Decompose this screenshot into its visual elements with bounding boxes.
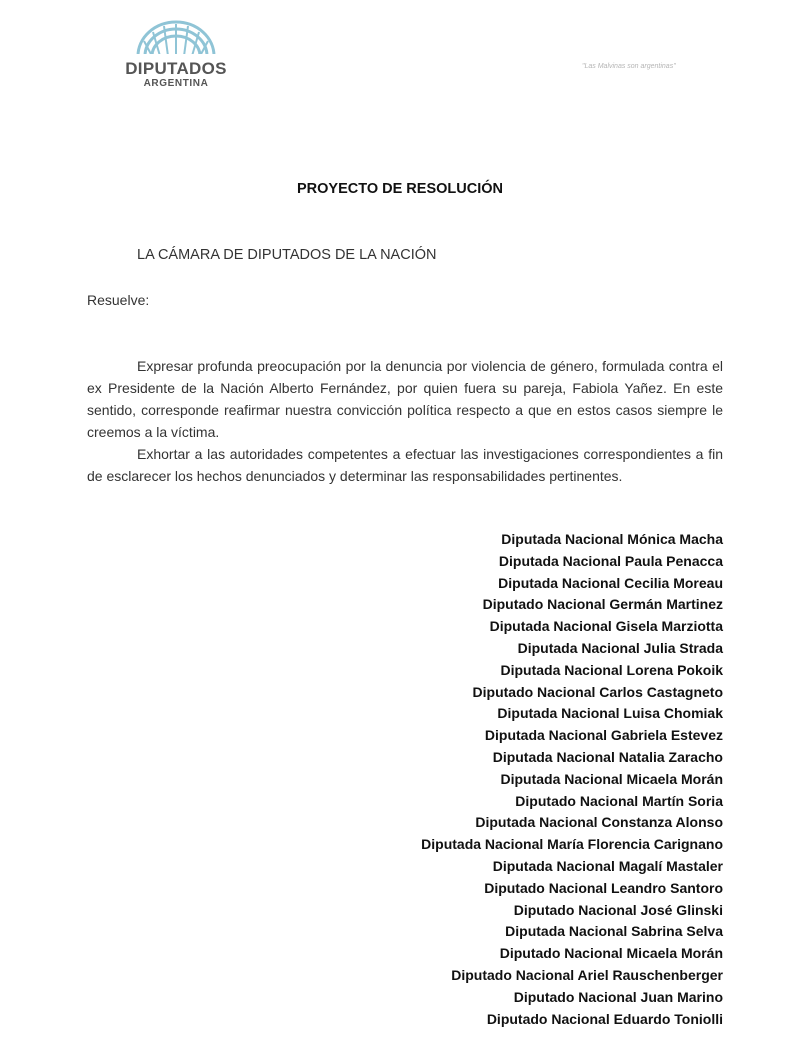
signer-name: Diputada Nacional María Florencia Carignano: [421, 836, 723, 853]
signer-name: Diputada Nacional Sabrina Selva: [505, 923, 723, 940]
congress-dome-icon: [134, 18, 218, 58]
signer-name: Diputada Nacional Luisa Chomiak: [497, 705, 723, 722]
logo-subtitle: ARGENTINA: [143, 78, 209, 89]
signer-name: Diputado Nacional José Glinski: [513, 901, 723, 918]
signer-name: Diputado Nacional Martín Soria: [515, 792, 723, 809]
resolution-paragraph: Exhortar a las autoridades competentes a efectuar las investigaciones correspondientes a fin de esclarecer los hechos denunciados y determinar las responsabilidades pertinentes.: [87, 446, 723, 484]
signer-name: Diputado Nacional Leandro Santoro: [484, 879, 723, 896]
signer-name: Diputada Nacional Gisela Marziotta: [489, 618, 723, 635]
signer-name: Diputada Nacional Julia Strada: [517, 639, 723, 656]
signer-name: Diputado Nacional Carlos Castagneto: [472, 683, 723, 700]
signer-name: Diputado Nacional Ariel Rauschenberger: [451, 966, 723, 983]
logo-title: DIPUTADOS: [125, 59, 227, 78]
signer-name: Diputada Nacional Magalí Mastaler: [492, 857, 723, 874]
signer-name: Diputado Nacional Germán Martinez: [482, 596, 723, 613]
signer-name: Diputada Nacional Cecilia Moreau: [498, 574, 723, 591]
document-title: PROYECTO DE RESOLUCIÓN: [297, 181, 503, 197]
resolves-label: Resuelve:: [87, 292, 150, 308]
signer-name: Diputada Nacional Lorena Pokoik: [500, 661, 723, 678]
signer-name: Diputada Nacional Micaela Morán: [500, 770, 723, 787]
resolution-body: [87, 355, 723, 487]
resolution-paragraph: Expresar profunda preocupación por la denuncia por violencia de género, formulada contra el ex Presidente de la Nación Alberto Fernández, por quien fuera su pareja, Fabiola Yañez. En este sentido, corresponde reafirmar nuestra convicción política respecto a que en estos casos siempre le creemos a la víctima.: [87, 358, 723, 440]
chamber-heading: LA CÁMARA DE DIPUTADOS DE LA NACIÓN: [137, 247, 437, 263]
diputados-logo: [118, 18, 234, 104]
header-motto: "Las Malvinas son argentinas": [582, 63, 676, 70]
signer-name: Diputada Nacional Gabriela Estevez: [484, 727, 723, 744]
signer-name: Diputado Nacional Eduardo Toniolli: [486, 1010, 723, 1027]
signer-name: Diputada Nacional Paula Penacca: [498, 552, 723, 569]
signer-name: Diputada Nacional Mónica Macha: [501, 531, 723, 547]
signer-name: Diputado Nacional Micaela Morán: [499, 945, 723, 962]
signers-list: [421, 529, 723, 1030]
signer-name: Diputada Nacional Constanza Alonso: [475, 814, 723, 831]
signer-name: Diputado Nacional Juan Marino: [513, 988, 723, 1005]
signer-name: Diputada Nacional Natalia Zaracho: [492, 748, 723, 765]
